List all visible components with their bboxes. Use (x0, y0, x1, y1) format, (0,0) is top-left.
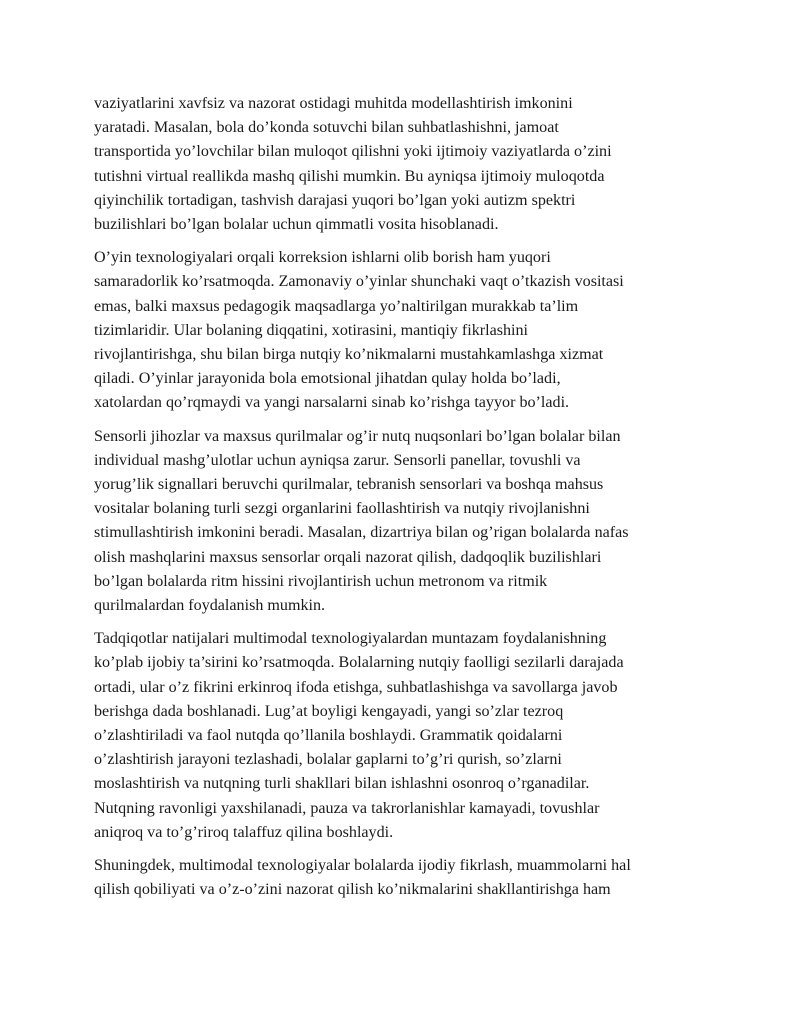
paragraph-4 (94, 627, 706, 845)
text-line: ortadi, ular o’z fikrini erkinroq ifoda etishga, suhbatlashishga va savollarga javob (94, 678, 618, 696)
text-line: vositalar bolaning turli sezgi organlarini faollashtirish va nutqiy rivojlanishni (94, 500, 590, 518)
text-line: ko’plab ijobiy ta’sirini ko’rsatmoqda. Bolalarning nutqiy faolligi sezilarli darajada (94, 654, 624, 672)
text-line: yorug’lik signallari beruvchi qurilmalar, tebranish sensorlari va boshqa mahsus (94, 476, 604, 494)
text-line: xatolardan qo’rqmaydi va yangi narsalarni sinab ko’rishga tayyor bo’ladi. (94, 394, 570, 412)
text-line: Shuningdek, multimodal texnologiyalar bolalarda ijodiy fikrlash, muammolarni hal (94, 857, 631, 875)
text-line: stimullashtirish imkonini beradi. Masalan, dizartriya bilan og’rigan bolalarda nafas (94, 524, 629, 542)
text-line: o’zlashtiriladi va faol nutqda qo’llanila boshlaydi. Grammatik qoidalarni (94, 727, 563, 745)
text-line: qiladi. O’yinlar jarayonida bola emotsional jihatdan qulay holda bo’ladi, (94, 370, 561, 388)
text-line: tutishni virtual reallikda mashq qilishi mumkin. Bu ayniqsa ijtimoiy muloqotda (94, 167, 605, 185)
text-line: o’zlashtirish jarayoni tezlashadi, bolalar gaplarni to’g’ri qurish, so’zlarni (94, 751, 562, 769)
text-line: qiyinchilik tortadigan, tashvish darajasi yuqori bo’lgan yoki autizm spektri (94, 191, 576, 209)
text-line: buzilishlari bo’lgan bolalar uchun qimmatli vosita hisoblanadi. (94, 216, 499, 234)
text-line: olish mashqlarini maxsus sensorlar orqali nazorat qilish, dadqoqlik buzilishlari (94, 548, 602, 566)
text-line: tizimlaridir. Ular bolaning diqqatini, xotirasini, mantiqiy fikrlashini (94, 321, 529, 339)
paragraph-3 (94, 425, 706, 619)
text-line: yaratadi. Masalan, bola do’konda sotuvchi bilan suhbatlashishni, jamoat (94, 119, 559, 137)
text-line: O’yin texnologiyalari orqali korreksion ishlarni olib borish ham yuqori (94, 249, 551, 267)
text-line: transportida yo’lovchilar bilan muloqot qilishni yoki ijtimoiy vaziyatlarda o’zini (94, 143, 612, 161)
text-line: Nutqning ravonligi yaxshilanadi, pauza va takrorlanishlar kamayadi, tovushlar (94, 799, 600, 817)
text-line: emas, balki maxsus pedagogik maqsadlarga yo’naltirilgan murakkab ta’lim (94, 297, 579, 315)
text-line: qurilmalardan foydalanish mumkin. (94, 597, 326, 615)
paragraph-1 (94, 92, 706, 237)
text-line: Tadqiqotlar natijalari multimodal texnologiyalardan muntazam foydalanishning (94, 630, 607, 648)
text-line: bo’lgan bolalarda ritm hissini rivojlantirish uchun metronom va ritmik (94, 572, 548, 590)
paragraph-2 (94, 246, 706, 415)
text-line: vaziyatlarini xavfsiz va nazorat ostidagi muhitda modellashtirish imkonini (94, 95, 573, 112)
text-line: rivojlantirishga, shu bilan birga nutqiy ko’nikmalarni mustahkamlashga xizmat (94, 346, 604, 364)
text-line: samaradorlik ko’rsatmoqda. Zamonaviy o’yinlar shunchaki vaqt o’tkazish vositasi (94, 273, 624, 291)
text-line: moslashtirish va nutqning turli shakllari bilan ishlashni osonroq o’rganadilar. (94, 775, 590, 793)
document-body (94, 92, 706, 912)
text-line: qilish qobiliyati va o’z-o’zini nazorat qilish ko’nikmalarini shakllantirishga ham (94, 881, 611, 899)
text-line: Sensorli jihozlar va maxsus qurilmalar og’ir nutq nuqsonlari bo’lgan bolalar bilan (94, 427, 621, 445)
text-line: aniqroq va to’g’riroq talaffuz qilina boshlaydi. (94, 823, 394, 841)
paragraph-5 (94, 854, 706, 902)
text-line: berishga dada boshlanadi. Lug’at boyligi kengayadi, yangi so’zlar tezroq (94, 702, 564, 720)
text-line: individual mashg’ulotlar uchun ayniqsa zarur. Sensorli panellar, tovushli va (94, 451, 581, 469)
